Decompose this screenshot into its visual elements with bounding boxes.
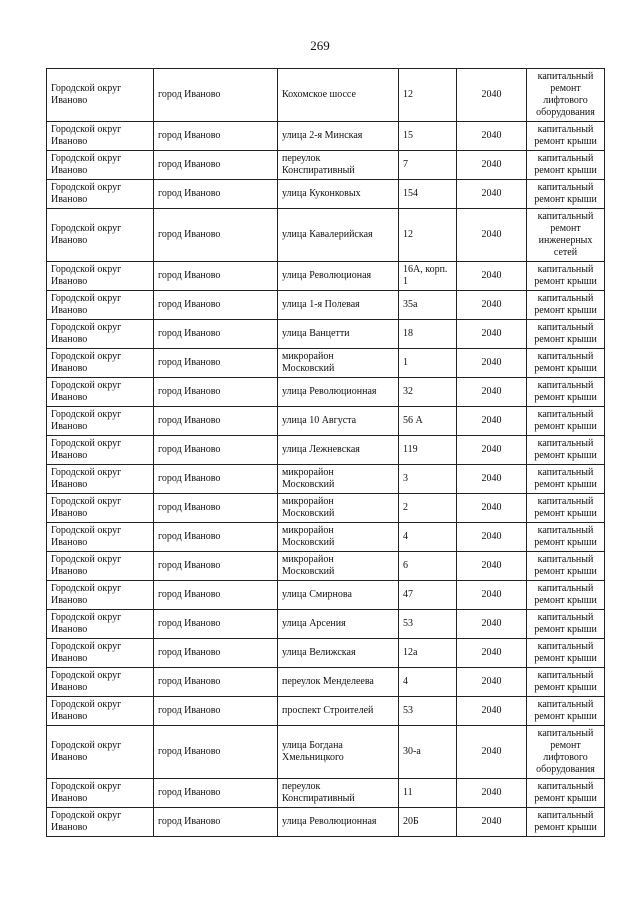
year-cell: 2040: [457, 697, 527, 726]
street-cell: переулок Менделеева: [278, 668, 399, 697]
year-cell: 2040: [457, 808, 527, 837]
year-cell: 2040: [457, 779, 527, 808]
work-type-cell: капитальный ремонт крыши: [527, 180, 605, 209]
house-number-cell: 6: [399, 552, 457, 581]
municipality-cell: Городской округ Иваново: [47, 407, 154, 436]
street-cell: улица Велижская: [278, 639, 399, 668]
year-cell: 2040: [457, 407, 527, 436]
repair-schedule-table: [46, 68, 605, 837]
street-cell: улица Ванцетти: [278, 320, 399, 349]
work-type-cell: капитальный ремонт крыши: [527, 122, 605, 151]
house-number-cell: 7: [399, 151, 457, 180]
table-row: [47, 69, 605, 122]
table-row: [47, 581, 605, 610]
house-number-cell: 11: [399, 779, 457, 808]
house-number-cell: 3: [399, 465, 457, 494]
work-type-cell: капитальный ремонт крыши: [527, 378, 605, 407]
table-row: [47, 639, 605, 668]
municipality-cell: Городской округ Иваново: [47, 180, 154, 209]
table-row: [47, 407, 605, 436]
settlement-cell: город Иваново: [154, 151, 278, 180]
municipality-cell: Городской округ Иваново: [47, 378, 154, 407]
municipality-cell: Городской округ Иваново: [47, 69, 154, 122]
municipality-cell: Городской округ Иваново: [47, 552, 154, 581]
street-cell: микрорайон Московский: [278, 465, 399, 494]
house-number-cell: 2: [399, 494, 457, 523]
municipality-cell: Городской округ Иваново: [47, 639, 154, 668]
table-row: [47, 552, 605, 581]
municipality-cell: Городской округ Иваново: [47, 436, 154, 465]
work-type-cell: капитальный ремонт крыши: [527, 320, 605, 349]
work-type-cell: капитальный ремонт крыши: [527, 523, 605, 552]
table-row: [47, 436, 605, 465]
table-row: [47, 180, 605, 209]
year-cell: 2040: [457, 320, 527, 349]
year-cell: 2040: [457, 639, 527, 668]
work-type-cell: капитальный ремонт крыши: [527, 407, 605, 436]
street-cell: переулок Конспиративный: [278, 151, 399, 180]
year-cell: 2040: [457, 69, 527, 122]
municipality-cell: Городской округ Иваново: [47, 262, 154, 291]
work-type-cell: капитальный ремонт крыши: [527, 349, 605, 378]
house-number-cell: 30-а: [399, 726, 457, 779]
work-type-cell: капитальный ремонт крыши: [527, 262, 605, 291]
year-cell: 2040: [457, 291, 527, 320]
work-type-cell: капитальный ремонт инженерных сетей: [527, 209, 605, 262]
work-type-cell: капитальный ремонт лифтового оборудования: [527, 726, 605, 779]
house-number-cell: 4: [399, 523, 457, 552]
table-row: [47, 320, 605, 349]
year-cell: 2040: [457, 122, 527, 151]
settlement-cell: город Иваново: [154, 349, 278, 378]
work-type-cell: капитальный ремонт крыши: [527, 808, 605, 837]
house-number-cell: 12: [399, 209, 457, 262]
house-number-cell: 15: [399, 122, 457, 151]
work-type-cell: капитальный ремонт крыши: [527, 151, 605, 180]
table-row: [47, 151, 605, 180]
settlement-cell: город Иваново: [154, 779, 278, 808]
table-row: [47, 262, 605, 291]
work-type-cell: капитальный ремонт крыши: [527, 639, 605, 668]
street-cell: улица Революционная: [278, 808, 399, 837]
year-cell: 2040: [457, 581, 527, 610]
work-type-cell: капитальный ремонт крыши: [527, 779, 605, 808]
street-cell: микрорайон Московский: [278, 349, 399, 378]
settlement-cell: город Иваново: [154, 668, 278, 697]
house-number-cell: 16А, корп. 1: [399, 262, 457, 291]
year-cell: 2040: [457, 151, 527, 180]
work-type-cell: капитальный ремонт крыши: [527, 697, 605, 726]
year-cell: 2040: [457, 209, 527, 262]
municipality-cell: Городской округ Иваново: [47, 697, 154, 726]
house-number-cell: 56 А: [399, 407, 457, 436]
street-cell: улица 2-я Минская: [278, 122, 399, 151]
table-row: [47, 668, 605, 697]
year-cell: 2040: [457, 610, 527, 639]
settlement-cell: город Иваново: [154, 122, 278, 151]
settlement-cell: город Иваново: [154, 320, 278, 349]
municipality-cell: Городской округ Иваново: [47, 349, 154, 378]
table-row: [47, 808, 605, 837]
work-type-cell: капитальный ремонт крыши: [527, 552, 605, 581]
street-cell: улица Революционная: [278, 378, 399, 407]
table-row: [47, 465, 605, 494]
street-cell: улица Революционая: [278, 262, 399, 291]
settlement-cell: город Иваново: [154, 581, 278, 610]
table-row: [47, 378, 605, 407]
house-number-cell: 119: [399, 436, 457, 465]
municipality-cell: Городской округ Иваново: [47, 610, 154, 639]
table-row: [47, 291, 605, 320]
settlement-cell: город Иваново: [154, 523, 278, 552]
settlement-cell: город Иваново: [154, 209, 278, 262]
street-cell: улица 1-я Полевая: [278, 291, 399, 320]
municipality-cell: Городской округ Иваново: [47, 494, 154, 523]
settlement-cell: город Иваново: [154, 610, 278, 639]
table-body: [47, 69, 605, 837]
year-cell: 2040: [457, 668, 527, 697]
year-cell: 2040: [457, 180, 527, 209]
settlement-cell: город Иваново: [154, 262, 278, 291]
table-row: [47, 726, 605, 779]
municipality-cell: Городской округ Иваново: [47, 668, 154, 697]
street-cell: улица 10 Августа: [278, 407, 399, 436]
settlement-cell: город Иваново: [154, 697, 278, 726]
settlement-cell: город Иваново: [154, 639, 278, 668]
settlement-cell: город Иваново: [154, 552, 278, 581]
municipality-cell: Городской округ Иваново: [47, 209, 154, 262]
municipality-cell: Городской округ Иваново: [47, 779, 154, 808]
work-type-cell: капитальный ремонт крыши: [527, 436, 605, 465]
table-row: [47, 209, 605, 262]
work-type-cell: капитальный ремонт крыши: [527, 465, 605, 494]
settlement-cell: город Иваново: [154, 407, 278, 436]
year-cell: 2040: [457, 523, 527, 552]
house-number-cell: 12а: [399, 639, 457, 668]
table-row: [47, 697, 605, 726]
house-number-cell: 32: [399, 378, 457, 407]
settlement-cell: город Иваново: [154, 69, 278, 122]
street-cell: проспект Строителей: [278, 697, 399, 726]
house-number-cell: 53: [399, 610, 457, 639]
settlement-cell: город Иваново: [154, 378, 278, 407]
street-cell: Кохомское шоссе: [278, 69, 399, 122]
house-number-cell: 47: [399, 581, 457, 610]
street-cell: улица Богдана Хмельницкого: [278, 726, 399, 779]
year-cell: 2040: [457, 436, 527, 465]
table-row: [47, 779, 605, 808]
year-cell: 2040: [457, 465, 527, 494]
settlement-cell: город Иваново: [154, 726, 278, 779]
street-cell: переулок Конспиративный: [278, 779, 399, 808]
municipality-cell: Городской округ Иваново: [47, 523, 154, 552]
year-cell: 2040: [457, 262, 527, 291]
table-row: [47, 122, 605, 151]
house-number-cell: 35а: [399, 291, 457, 320]
municipality-cell: Городской округ Иваново: [47, 465, 154, 494]
work-type-cell: капитальный ремонт крыши: [527, 668, 605, 697]
house-number-cell: 1: [399, 349, 457, 378]
municipality-cell: Городской округ Иваново: [47, 291, 154, 320]
year-cell: 2040: [457, 552, 527, 581]
municipality-cell: Городской округ Иваново: [47, 726, 154, 779]
municipality-cell: Городской округ Иваново: [47, 581, 154, 610]
street-cell: микрорайон Московский: [278, 523, 399, 552]
street-cell: улица Куконковых: [278, 180, 399, 209]
street-cell: улица Лежневская: [278, 436, 399, 465]
table-row: [47, 523, 605, 552]
street-cell: улица Арсения: [278, 610, 399, 639]
street-cell: микрорайон Московский: [278, 494, 399, 523]
settlement-cell: город Иваново: [154, 180, 278, 209]
year-cell: 2040: [457, 349, 527, 378]
settlement-cell: город Иваново: [154, 808, 278, 837]
page-number: 269: [310, 38, 330, 53]
house-number-cell: 53: [399, 697, 457, 726]
house-number-cell: 20Б: [399, 808, 457, 837]
year-cell: 2040: [457, 494, 527, 523]
table-row: [47, 610, 605, 639]
house-number-cell: 4: [399, 668, 457, 697]
street-cell: улица Кавалерийская: [278, 209, 399, 262]
municipality-cell: Городской округ Иваново: [47, 320, 154, 349]
house-number-cell: 154: [399, 180, 457, 209]
work-type-cell: капитальный ремонт крыши: [527, 581, 605, 610]
settlement-cell: город Иваново: [154, 465, 278, 494]
street-cell: улица Смирнова: [278, 581, 399, 610]
municipality-cell: Городской округ Иваново: [47, 151, 154, 180]
work-type-cell: капитальный ремонт лифтового оборудования: [527, 69, 605, 122]
settlement-cell: город Иваново: [154, 494, 278, 523]
settlement-cell: город Иваново: [154, 436, 278, 465]
work-type-cell: капитальный ремонт крыши: [527, 291, 605, 320]
house-number-cell: 12: [399, 69, 457, 122]
work-type-cell: капитальный ремонт крыши: [527, 494, 605, 523]
work-type-cell: капитальный ремонт крыши: [527, 610, 605, 639]
year-cell: 2040: [457, 378, 527, 407]
table-row: [47, 349, 605, 378]
table-row: [47, 494, 605, 523]
municipality-cell: Городской округ Иваново: [47, 808, 154, 837]
municipality-cell: Городской округ Иваново: [47, 122, 154, 151]
house-number-cell: 18: [399, 320, 457, 349]
street-cell: микрорайон Московский: [278, 552, 399, 581]
year-cell: 2040: [457, 726, 527, 779]
settlement-cell: город Иваново: [154, 291, 278, 320]
